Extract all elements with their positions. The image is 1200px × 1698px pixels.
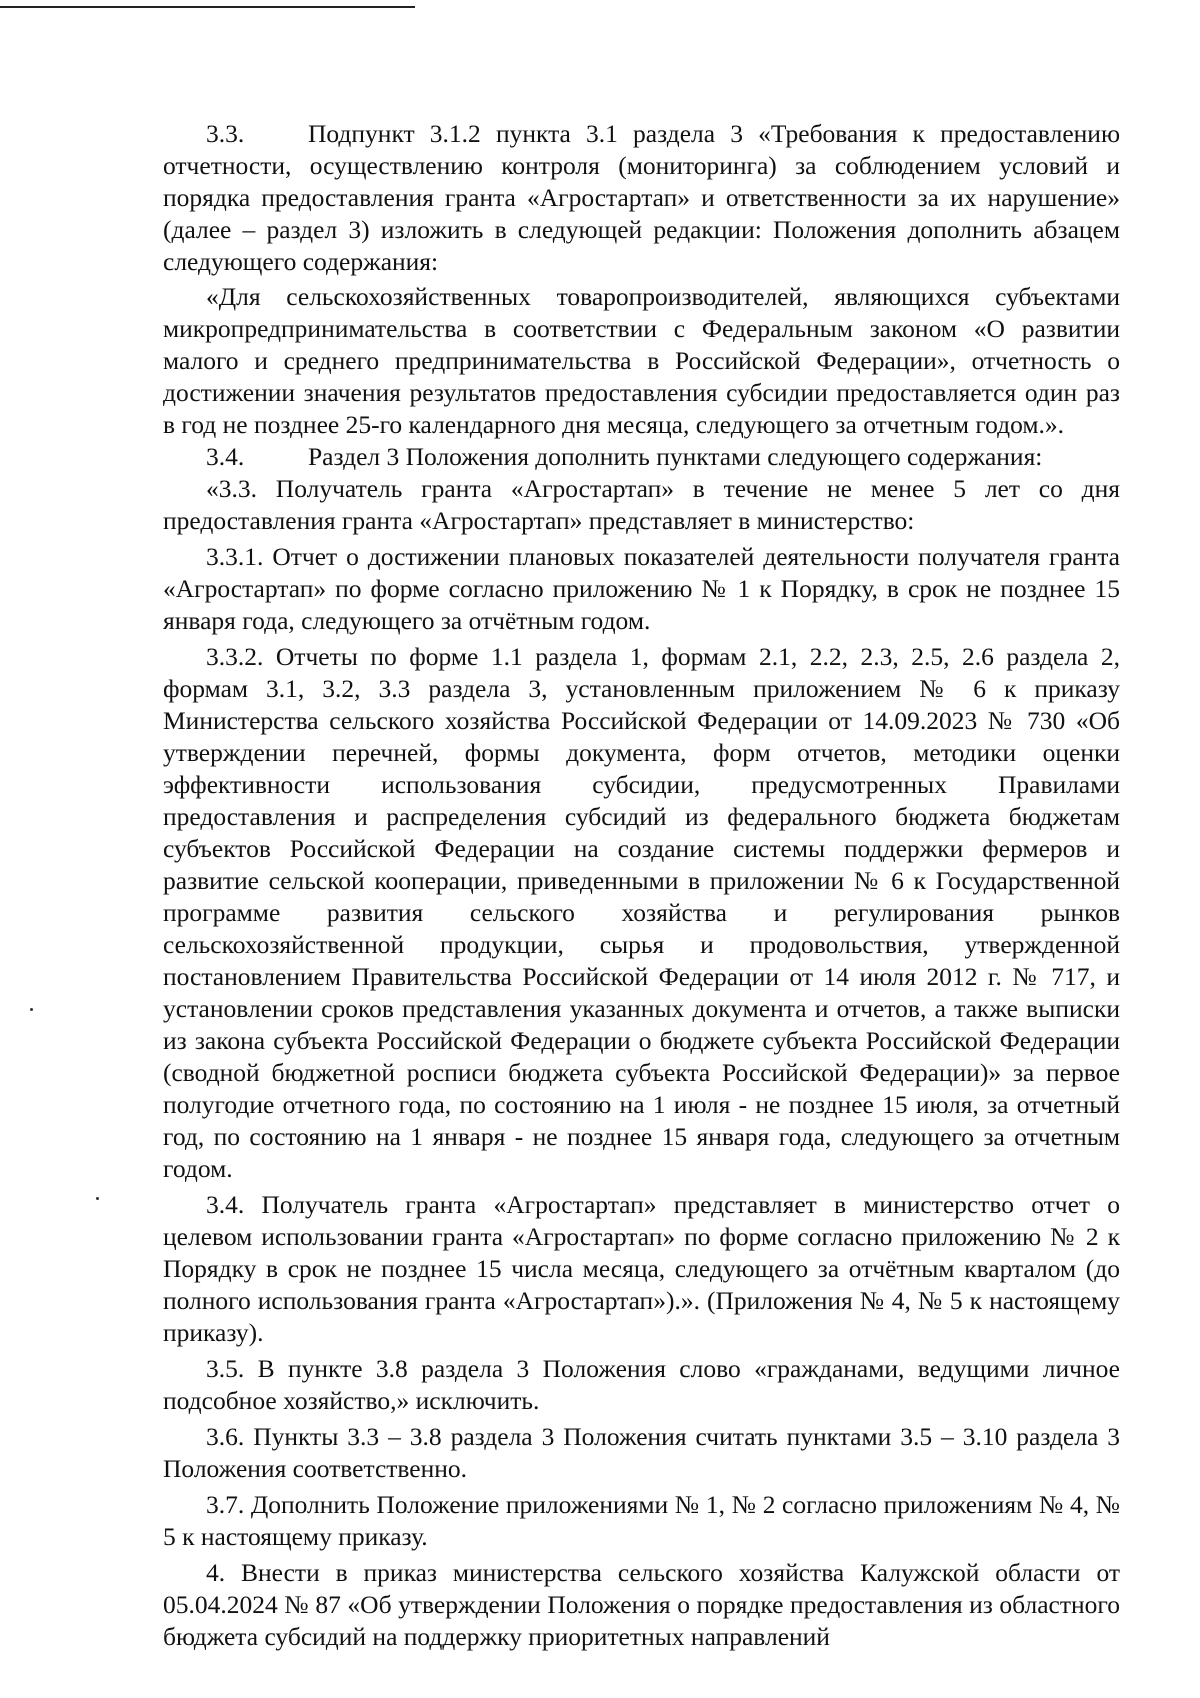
paragraph-text: 3.4. Получатель гранта «Агростартап» представляет в министерство отчет о целевом использовании гранта «Агростартап» по форме согласно приложению № 2 к Порядку в срок не позднее 15 числа месяца, следующего за отчётным кварталом (до полного использования гранта «Агростартап»).». (Приложения № 4, № 5 к настоящему приказу). — [163, 1190, 1120, 1347]
scan-speck — [96, 1197, 99, 1200]
paragraph-new-3-3 — [163, 473, 1120, 537]
paragraph-new-3-4 — [163, 1189, 1120, 1349]
document-body — [163, 118, 1120, 1653]
paragraph-text: Подпункт 3.1.2 пункта 3.1 раздела 3 «Требования к предоставлению отчетности, осуществлению контроля (мониторинга) за соблюдением условий и порядка предоставления гранта «Агростартап» и ответственности за их нарушение» (далее – раздел 3) изложить в следующей редакции: Положения дополнить абзацем следующего содержания: — [163, 119, 1120, 276]
paragraph-text: «3.3. Получатель гранта «Агростартап» в течение не менее 5 лет со дня предоставления гранта «Агростартап» представляет в министерство: — [163, 474, 1120, 535]
paragraph-text: 3.3.2. Отчеты по форме 1.1 раздела 1, формам 2.1, 2.2, 2.3, 2.5, 2.6 раздела 2, формам 3.1, 3.2, 3.3 раздела 3, установленным приложением № 6 к приказу Министерства сельского хозяйства Российской Федерации от 14.09.2023 № 730 «Об утверждении перечней, формы документа, форм отчетов, методики оценки эффективности использования субсидии, предусмотренных Правилами предоставления и распределения субсидий из федерального бюджета бюджетам субъектов Российской Федерации на создание системы поддержки фермеров и развитие сельской кооперации, приведенными в приложении № 6 к Государственной программе развития сельского хозяйства и регулирования рынков сельскохозяйственной продукции, сырья и продовольствия, утвержденной постановлением Правительства Российской Федерации от 14 июля 2012 г. № 717, и установлении сроков представления указанных документа и отчетов, а также выписки из закона субъекта Российской Федерации о бюджете субъекта Российской Федерации (сводной бюджетной росписи бюджета субъекта Российской Федерации)» за первое полугодие отчетного года, по состоянию на 1 июля - не позднее 15 июля, за отчетный год, по состоянию на 1 января - не позднее 15 января года, следующего за отчетным годом. — [163, 642, 1120, 1183]
scan-speck — [30, 1008, 33, 1011]
paragraph-text: 3.6. Пункты 3.3 – 3.8 раздела 3 Положения считать пунктами 3.5 – 3.10 раздела 3 Положения соответственно. — [163, 1422, 1120, 1483]
paragraph-text: Раздел 3 Положения дополнить пунктами следующего содержания: — [308, 442, 1043, 471]
paragraph-text: 3.5. В пункте 3.8 раздела 3 Положения слово «гражданами, ведущими личное подсобное хозяйство,» исключить. — [163, 1354, 1120, 1415]
paragraph-quote-micro — [163, 281, 1120, 441]
paragraph-3-3 — [163, 118, 1120, 278]
paragraph-text: 4. Внести в приказ министерства сельского хозяйства Калужской области от 05.04.2024 № 87 «Об утверждении Положения о порядке предоставления из областного бюджета субсидий на поддержку приоритетных направлений — [163, 1558, 1120, 1651]
paragraph-number: 3.4. — [206, 442, 245, 471]
paragraph-text: «Для сельскохозяйственных товаропроизводителей, являющихся субъектами микропредпринимательства в соответствии с Федеральным законом «О развитии малого и среднего предпринимательства в Российской Федерации», отчетность о достижении значения результатов предоставления субсидии предоставляется один раз в год не позднее 25-го календарного дня месяца, следующего за отчетным годом.». — [163, 282, 1120, 439]
paragraph-4 — [163, 1557, 1120, 1653]
paragraph-3-4 — [163, 441, 1120, 473]
paragraph-text: 3.7. Дополнить Положение приложениями № 1, № 2 согласно приложениям № 4, № 5 к настоящему приказу. — [163, 1490, 1120, 1551]
paragraph-text: 3.3.1. Отчет о достижении плановых показателей деятельности получателя гранта «Агростартап» по форме согласно приложению № 1 к Порядку, в срок не позднее 15 января года, следующего за отчётным годом. — [163, 542, 1120, 635]
paragraph-number: 3.3. — [206, 119, 245, 148]
paragraph-3-3-2 — [163, 641, 1120, 1185]
paragraph-3-5 — [163, 1353, 1120, 1417]
paragraph-3-7 — [163, 1489, 1120, 1553]
paragraph-3-6 — [163, 1421, 1120, 1485]
top-edge-rule — [0, 6, 415, 8]
paragraph-3-3-1 — [163, 541, 1120, 637]
